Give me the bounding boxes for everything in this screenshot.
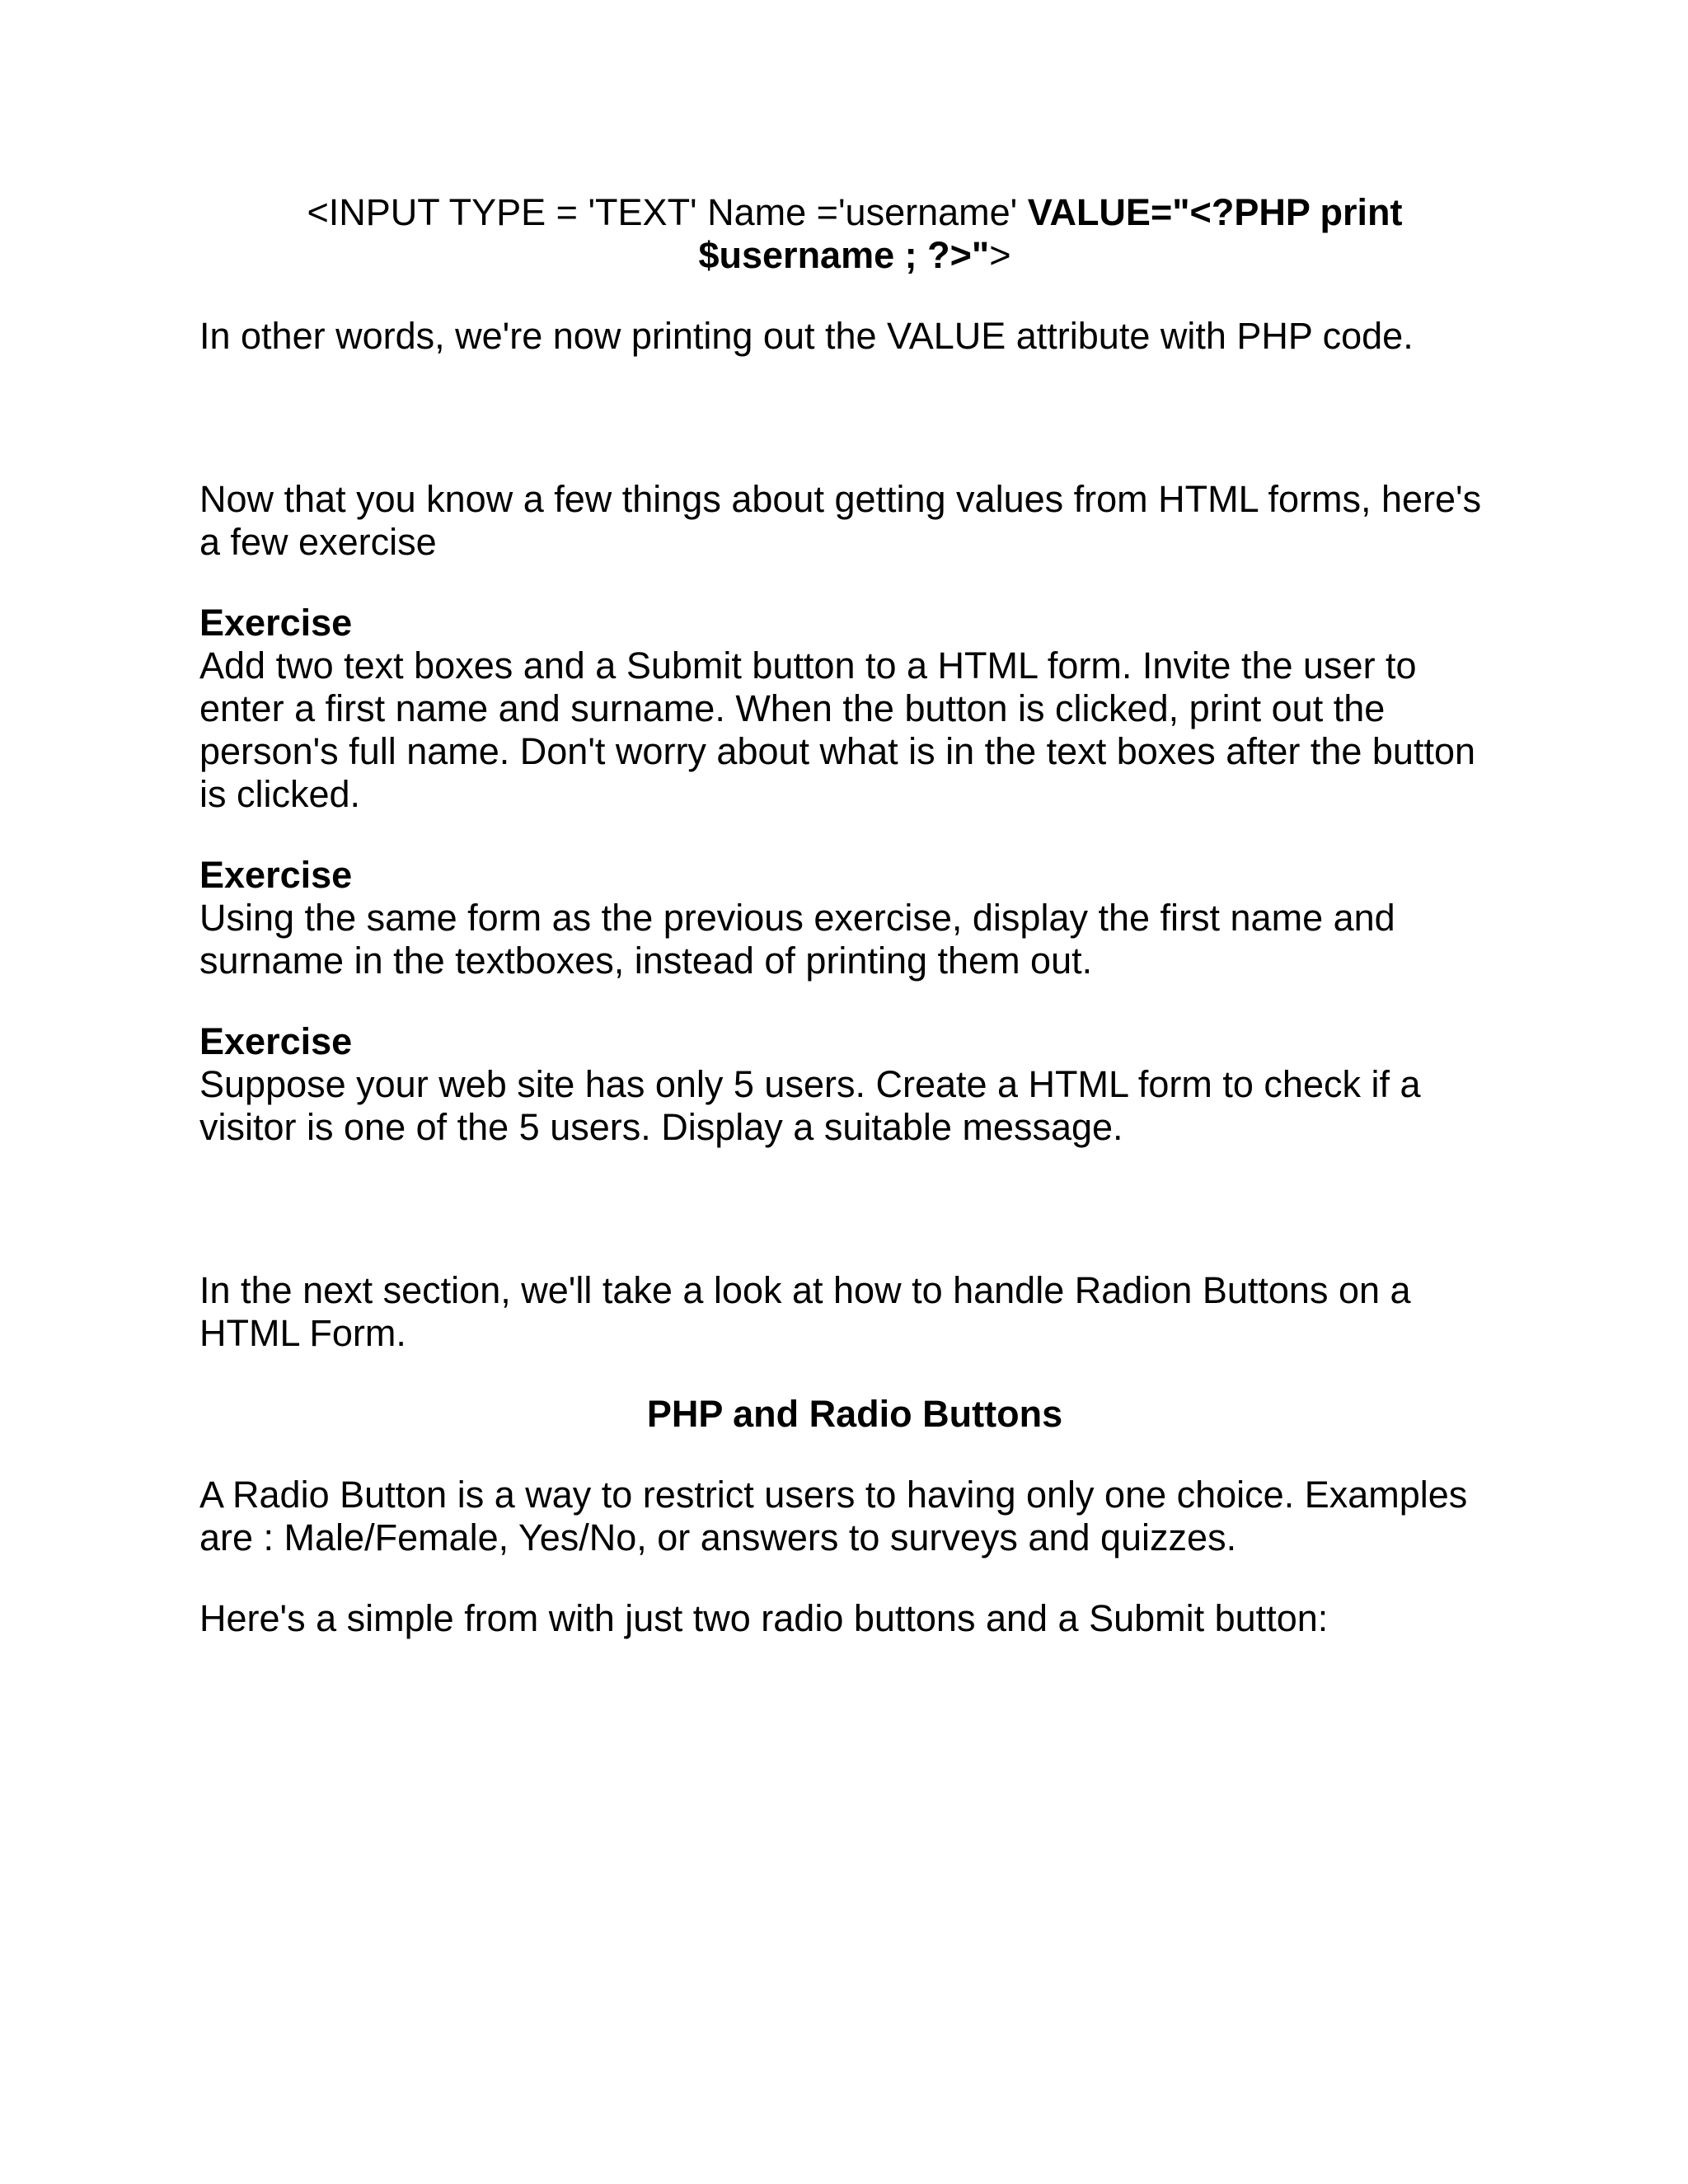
- section-title: PHP and Radio Buttons: [646, 1393, 1063, 1435]
- code-example-line: [199, 191, 1510, 277]
- exercise-text: Add two text boxes and a Submit button to a HTML form. Invite the user to enter a first name and surname. When the button is clicked, print out the person's full name. Don't worry about what is in the text boxes after the button is clicked.: [199, 644, 1476, 815]
- exercise-block-3: [199, 1020, 1510, 1149]
- exercise-heading: Exercise: [199, 602, 353, 644]
- code-input-text: <INPUT TYPE = 'TEXT' Name ='username': [307, 191, 1028, 233]
- paragraph-value-attribute: In other words, we're now printing out the VALUE attribute with PHP code.: [199, 315, 1414, 357]
- exercise-text: Using the same form as the previous exercise, display the first name and surname in the textboxes, instead of printing them out.: [199, 897, 1395, 982]
- code-value-php: VALUE="<?PHP print: [1027, 191, 1403, 233]
- document-content: [199, 191, 1510, 1640]
- exercise-heading: Exercise: [199, 1020, 353, 1062]
- exercise-block-1: [199, 602, 1510, 816]
- paragraph-simple-form: Here's a simple from with just two radio buttons and a Submit button:: [199, 1597, 1329, 1639]
- paragraph-radio-definition: A Radio Button is a way to restrict users to having only one choice. Examples are : Male/Female, Yes/No, or answers to surveys and quizzes.: [199, 1474, 1468, 1558]
- code-closing-bracket: >: [989, 234, 1011, 276]
- exercise-heading: Exercise: [199, 854, 353, 896]
- paragraph-next-section: In the next section, we'll take a look at how to handle Radion Buttons on a HTML Form.: [199, 1269, 1411, 1354]
- exercise-text: Suppose your web site has only 5 users. Create a HTML form to check if a visitor is one of the 5 users. Display a suitable message.: [199, 1063, 1421, 1148]
- exercise-block-2: [199, 854, 1510, 982]
- code-username-php: $username ; ?>": [698, 234, 990, 276]
- paragraph-intro-exercises: Now that you know a few things about getting values from HTML forms, here's a few exercise: [199, 478, 1482, 563]
